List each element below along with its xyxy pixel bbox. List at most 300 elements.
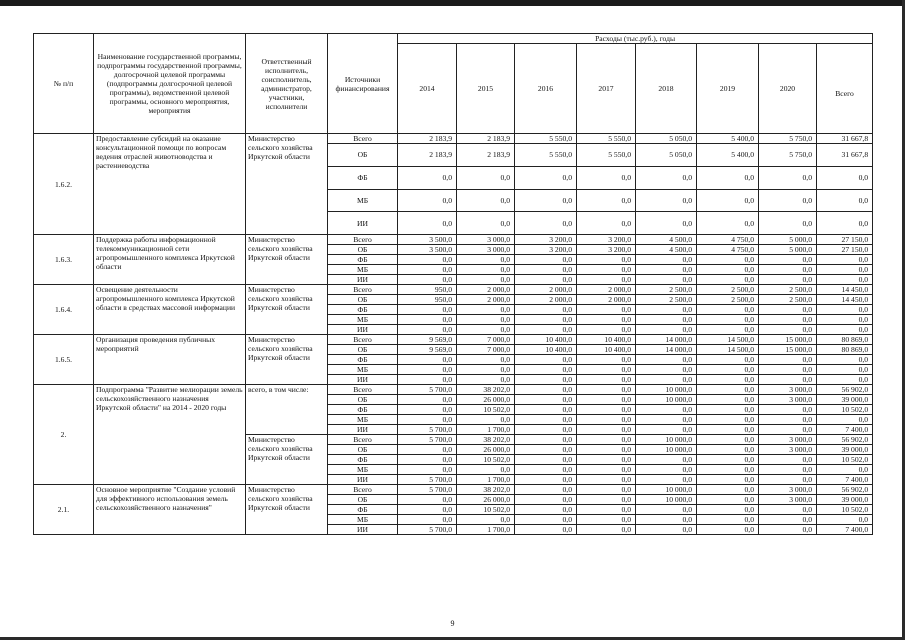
value-cell: 5 550,0 bbox=[515, 134, 577, 144]
value-cell: 0,0 bbox=[577, 375, 636, 385]
value-cell: 0,0 bbox=[577, 405, 636, 415]
value-cell: 3 000,0 bbox=[457, 245, 515, 255]
value-cell: 0,0 bbox=[457, 305, 515, 315]
row-code: 2.1. bbox=[34, 485, 94, 535]
value-cell: 26 000,0 bbox=[457, 445, 515, 455]
row-code: 1.6.3. bbox=[34, 235, 94, 285]
row-code: 1.6.2. bbox=[34, 134, 94, 235]
value-cell: 0,0 bbox=[515, 415, 577, 425]
value-cell: 14 000,0 bbox=[636, 335, 697, 345]
value-cell: 0,0 bbox=[398, 455, 457, 465]
value-cell: 3 000,0 bbox=[759, 445, 817, 455]
value-cell: 0,0 bbox=[398, 166, 457, 189]
row-name: Предоставление субсидий на оказание консультационной помощи по вопросам ведения отраслей животноводства и растениеводства bbox=[94, 134, 246, 235]
value-cell: 3 500,0 bbox=[398, 235, 457, 245]
value-cell: 10 400,0 bbox=[577, 335, 636, 345]
value-cell: 0,0 bbox=[636, 355, 697, 365]
source-cell: Всего bbox=[328, 485, 398, 495]
value-cell: 0,0 bbox=[515, 395, 577, 405]
value-cell: 0,0 bbox=[577, 475, 636, 485]
value-cell: 0,0 bbox=[577, 315, 636, 325]
value-cell: 0,0 bbox=[515, 485, 577, 495]
header-year: 2016 bbox=[515, 44, 577, 134]
value-cell: 0,0 bbox=[577, 395, 636, 405]
value-cell: 0,0 bbox=[759, 375, 817, 385]
value-cell: 0,0 bbox=[577, 495, 636, 505]
value-cell: 0,0 bbox=[759, 212, 817, 235]
value-cell: 0,0 bbox=[577, 275, 636, 285]
value-cell: 3 000,0 bbox=[759, 395, 817, 405]
value-cell: 5 750,0 bbox=[759, 134, 817, 144]
value-cell: 3 000,0 bbox=[759, 495, 817, 505]
row-executor: Министерство сельского хозяйства Иркутской области bbox=[246, 335, 328, 385]
source-cell: Всего bbox=[328, 435, 398, 445]
value-cell: 0,0 bbox=[515, 505, 577, 515]
value-cell: 0,0 bbox=[577, 385, 636, 395]
value-cell: 0,0 bbox=[457, 365, 515, 375]
total-cell: 56 902,0 bbox=[817, 485, 873, 495]
value-cell: 0,0 bbox=[515, 355, 577, 365]
value-cell: 2 000,0 bbox=[515, 285, 577, 295]
table-header bbox=[34, 34, 873, 134]
value-cell: 0,0 bbox=[515, 275, 577, 285]
value-cell: 0,0 bbox=[636, 425, 697, 435]
value-cell: 5 050,0 bbox=[636, 144, 697, 167]
value-cell: 0,0 bbox=[697, 515, 759, 525]
total-cell: 0,0 bbox=[817, 315, 873, 325]
value-cell: 4 500,0 bbox=[636, 235, 697, 245]
header-executor: Ответственный исполнитель, соисполнитель, администратор, участники, исполнители bbox=[246, 34, 328, 134]
row-executor: всего, в том числе: bbox=[246, 385, 328, 435]
row-name: Поддержка работы информационной телекоммуникационной сети агропромышленного комплекса Иркутской области bbox=[94, 235, 246, 285]
value-cell: 5 700,0 bbox=[398, 525, 457, 535]
value-cell: 1 700,0 bbox=[457, 525, 515, 535]
value-cell: 2 500,0 bbox=[759, 295, 817, 305]
source-cell: Всего bbox=[328, 335, 398, 345]
source-cell: МБ bbox=[328, 365, 398, 375]
source-cell: МБ bbox=[328, 189, 398, 212]
header-year: 2014 bbox=[398, 44, 457, 134]
value-cell: 0,0 bbox=[697, 166, 759, 189]
value-cell: 0,0 bbox=[515, 445, 577, 455]
value-cell: 0,0 bbox=[759, 315, 817, 325]
value-cell: 0,0 bbox=[457, 315, 515, 325]
total-cell: 80 869,0 bbox=[817, 345, 873, 355]
value-cell: 2 000,0 bbox=[515, 295, 577, 305]
value-cell: 0,0 bbox=[759, 275, 817, 285]
total-cell: 7 400,0 bbox=[817, 475, 873, 485]
value-cell: 3 000,0 bbox=[759, 435, 817, 445]
value-cell: 9 569,0 bbox=[398, 335, 457, 345]
value-cell: 0,0 bbox=[636, 212, 697, 235]
value-cell: 2 000,0 bbox=[457, 285, 515, 295]
value-cell: 10 000,0 bbox=[636, 385, 697, 395]
value-cell: 0,0 bbox=[398, 405, 457, 415]
value-cell: 7 000,0 bbox=[457, 345, 515, 355]
value-cell: 0,0 bbox=[697, 405, 759, 415]
value-cell: 0,0 bbox=[577, 445, 636, 455]
value-cell: 2 000,0 bbox=[577, 295, 636, 305]
row-name: Основное мероприятие "Создание условий для эффективного использования земель сельскохозяйственного назначения" bbox=[94, 485, 246, 535]
value-cell: 0,0 bbox=[398, 189, 457, 212]
value-cell: 0,0 bbox=[697, 365, 759, 375]
source-cell: МБ bbox=[328, 315, 398, 325]
source-cell: ИИ bbox=[328, 475, 398, 485]
value-cell: 0,0 bbox=[636, 305, 697, 315]
value-cell: 0,0 bbox=[636, 325, 697, 335]
value-cell: 0,0 bbox=[398, 275, 457, 285]
value-cell: 2 500,0 bbox=[636, 285, 697, 295]
value-cell: 0,0 bbox=[457, 375, 515, 385]
total-cell: 0,0 bbox=[817, 166, 873, 189]
value-cell: 0,0 bbox=[697, 212, 759, 235]
total-cell: 10 502,0 bbox=[817, 405, 873, 415]
value-cell: 0,0 bbox=[697, 255, 759, 265]
value-cell: 0,0 bbox=[636, 375, 697, 385]
value-cell: 5 700,0 bbox=[398, 385, 457, 395]
value-cell: 0,0 bbox=[457, 166, 515, 189]
value-cell: 0,0 bbox=[636, 275, 697, 285]
total-cell: 0,0 bbox=[817, 275, 873, 285]
source-cell: Всего bbox=[328, 134, 398, 144]
value-cell: 0,0 bbox=[577, 505, 636, 515]
total-cell: 10 502,0 bbox=[817, 505, 873, 515]
value-cell: 2 500,0 bbox=[697, 285, 759, 295]
value-cell: 3 200,0 bbox=[577, 245, 636, 255]
value-cell: 5 400,0 bbox=[697, 144, 759, 167]
value-cell: 4 750,0 bbox=[697, 245, 759, 255]
total-cell: 7 400,0 bbox=[817, 525, 873, 535]
source-cell: Всего bbox=[328, 235, 398, 245]
value-cell: 0,0 bbox=[636, 365, 697, 375]
source-cell: Всего bbox=[328, 385, 398, 395]
source-cell: ИИ bbox=[328, 375, 398, 385]
value-cell: 0,0 bbox=[759, 525, 817, 535]
value-cell: 0,0 bbox=[636, 405, 697, 415]
source-cell: ОБ bbox=[328, 345, 398, 355]
total-cell: 80 869,0 bbox=[817, 335, 873, 345]
value-cell: 0,0 bbox=[398, 212, 457, 235]
value-cell: 0,0 bbox=[759, 505, 817, 515]
value-cell: 0,0 bbox=[515, 315, 577, 325]
source-cell: ФБ bbox=[328, 455, 398, 465]
value-cell: 0,0 bbox=[697, 525, 759, 535]
value-cell: 14 500,0 bbox=[697, 335, 759, 345]
total-cell: 27 150,0 bbox=[817, 235, 873, 245]
value-cell: 0,0 bbox=[515, 189, 577, 212]
value-cell: 10 400,0 bbox=[515, 335, 577, 345]
row-code: 2. bbox=[34, 385, 94, 485]
value-cell: 0,0 bbox=[457, 515, 515, 525]
value-cell: 4 750,0 bbox=[697, 235, 759, 245]
total-cell: 14 450,0 bbox=[817, 295, 873, 305]
table-row bbox=[34, 335, 873, 345]
total-cell: 39 000,0 bbox=[817, 495, 873, 505]
source-cell: ОБ bbox=[328, 295, 398, 305]
value-cell: 2 183,9 bbox=[457, 144, 515, 167]
value-cell: 2 500,0 bbox=[636, 295, 697, 305]
source-cell: ИИ bbox=[328, 325, 398, 335]
value-cell: 10 502,0 bbox=[457, 455, 515, 465]
value-cell: 0,0 bbox=[697, 495, 759, 505]
value-cell: 1 700,0 bbox=[457, 475, 515, 485]
value-cell: 5 400,0 bbox=[697, 134, 759, 144]
value-cell: 5 700,0 bbox=[398, 435, 457, 445]
total-cell: 0,0 bbox=[817, 415, 873, 425]
value-cell: 10 502,0 bbox=[457, 405, 515, 415]
row-code: 1.6.5. bbox=[34, 335, 94, 385]
value-cell: 5 050,0 bbox=[636, 134, 697, 144]
value-cell: 0,0 bbox=[457, 189, 515, 212]
total-cell: 0,0 bbox=[817, 365, 873, 375]
value-cell: 0,0 bbox=[636, 315, 697, 325]
value-cell: 3 000,0 bbox=[759, 385, 817, 395]
value-cell: 5 000,0 bbox=[759, 235, 817, 245]
value-cell: 0,0 bbox=[398, 255, 457, 265]
value-cell: 0,0 bbox=[577, 435, 636, 445]
value-cell: 10 000,0 bbox=[636, 435, 697, 445]
value-cell: 0,0 bbox=[636, 189, 697, 212]
source-cell: МБ bbox=[328, 515, 398, 525]
value-cell: 0,0 bbox=[759, 405, 817, 415]
value-cell: 0,0 bbox=[577, 365, 636, 375]
value-cell: 0,0 bbox=[577, 325, 636, 335]
value-cell: 0,0 bbox=[636, 415, 697, 425]
value-cell: 0,0 bbox=[577, 355, 636, 365]
value-cell: 0,0 bbox=[577, 166, 636, 189]
value-cell: 2 183,9 bbox=[457, 134, 515, 144]
source-cell: ФБ bbox=[328, 255, 398, 265]
value-cell: 2 183,9 bbox=[398, 134, 457, 144]
value-cell: 0,0 bbox=[515, 465, 577, 475]
value-cell: 3 000,0 bbox=[457, 235, 515, 245]
row-name: Подпрограмма "Развитие мелиорации земель сельскохозяйственного назначения Иркутской области" на 2014 - 2020 годы bbox=[94, 385, 246, 485]
value-cell: 5 700,0 bbox=[398, 475, 457, 485]
total-cell: 7 400,0 bbox=[817, 425, 873, 435]
source-cell: ИИ bbox=[328, 212, 398, 235]
value-cell: 0,0 bbox=[457, 415, 515, 425]
value-cell: 0,0 bbox=[697, 445, 759, 455]
table-row bbox=[34, 385, 873, 395]
budget-table bbox=[33, 33, 873, 535]
value-cell: 0,0 bbox=[515, 435, 577, 445]
source-cell: ОБ bbox=[328, 144, 398, 167]
header-year: 2018 bbox=[636, 44, 697, 134]
value-cell: 0,0 bbox=[759, 425, 817, 435]
value-cell: 1 700,0 bbox=[457, 425, 515, 435]
value-cell: 5 550,0 bbox=[515, 144, 577, 167]
value-cell: 950,0 bbox=[398, 285, 457, 295]
total-cell: 0,0 bbox=[817, 465, 873, 475]
value-cell: 0,0 bbox=[759, 166, 817, 189]
value-cell: 0,0 bbox=[577, 465, 636, 475]
value-cell: 5 550,0 bbox=[577, 134, 636, 144]
total-cell: 0,0 bbox=[817, 375, 873, 385]
value-cell: 0,0 bbox=[759, 355, 817, 365]
value-cell: 0,0 bbox=[515, 212, 577, 235]
value-cell: 38 202,0 bbox=[457, 485, 515, 495]
value-cell: 38 202,0 bbox=[457, 435, 515, 445]
value-cell: 0,0 bbox=[577, 455, 636, 465]
value-cell: 0,0 bbox=[577, 415, 636, 425]
total-cell: 10 502,0 bbox=[817, 455, 873, 465]
value-cell: 0,0 bbox=[515, 515, 577, 525]
value-cell: 0,0 bbox=[515, 405, 577, 415]
value-cell: 26 000,0 bbox=[457, 495, 515, 505]
value-cell: 0,0 bbox=[759, 365, 817, 375]
value-cell: 0,0 bbox=[636, 475, 697, 485]
value-cell: 0,0 bbox=[398, 495, 457, 505]
value-cell: 0,0 bbox=[636, 515, 697, 525]
source-cell: ОБ bbox=[328, 395, 398, 405]
row-executor: Министерство сельского хозяйства Иркутской области bbox=[246, 485, 328, 535]
value-cell: 0,0 bbox=[577, 305, 636, 315]
value-cell: 0,0 bbox=[515, 525, 577, 535]
total-cell: 0,0 bbox=[817, 212, 873, 235]
value-cell: 0,0 bbox=[515, 265, 577, 275]
value-cell: 0,0 bbox=[398, 415, 457, 425]
value-cell: 3 000,0 bbox=[759, 485, 817, 495]
value-cell: 0,0 bbox=[636, 505, 697, 515]
value-cell: 0,0 bbox=[697, 189, 759, 212]
value-cell: 0,0 bbox=[457, 465, 515, 475]
value-cell: 14 000,0 bbox=[636, 345, 697, 355]
value-cell: 4 500,0 bbox=[636, 245, 697, 255]
header-expenses: Расходы (тыс.руб.), годы bbox=[398, 34, 873, 44]
value-cell: 5 000,0 bbox=[759, 245, 817, 255]
value-cell: 0,0 bbox=[398, 355, 457, 365]
total-cell: 0,0 bbox=[817, 189, 873, 212]
total-cell: 31 667,8 bbox=[817, 134, 873, 144]
value-cell: 38 202,0 bbox=[457, 385, 515, 395]
value-cell: 0,0 bbox=[759, 189, 817, 212]
value-cell: 10 502,0 bbox=[457, 505, 515, 515]
value-cell: 0,0 bbox=[515, 166, 577, 189]
value-cell: 0,0 bbox=[697, 325, 759, 335]
row-executor: Министерство сельского хозяйства Иркутской области bbox=[246, 134, 328, 235]
value-cell: 0,0 bbox=[697, 425, 759, 435]
total-cell: 0,0 bbox=[817, 305, 873, 315]
total-cell: 0,0 bbox=[817, 255, 873, 265]
value-cell: 5 700,0 bbox=[398, 425, 457, 435]
value-cell: 0,0 bbox=[636, 525, 697, 535]
source-cell: ФБ bbox=[328, 405, 398, 415]
total-cell: 31 667,8 bbox=[817, 144, 873, 167]
value-cell: 5 550,0 bbox=[577, 144, 636, 167]
value-cell: 0,0 bbox=[759, 475, 817, 485]
value-cell: 0,0 bbox=[457, 355, 515, 365]
value-cell: 10 400,0 bbox=[515, 345, 577, 355]
value-cell: 9 569,0 bbox=[398, 345, 457, 355]
value-cell: 0,0 bbox=[577, 255, 636, 265]
value-cell: 0,0 bbox=[515, 455, 577, 465]
source-cell: ОБ bbox=[328, 245, 398, 255]
value-cell: 0,0 bbox=[398, 305, 457, 315]
value-cell: 0,0 bbox=[577, 485, 636, 495]
value-cell: 15 000,0 bbox=[759, 345, 817, 355]
value-cell: 0,0 bbox=[636, 465, 697, 475]
value-cell: 10 000,0 bbox=[636, 495, 697, 505]
value-cell: 10 000,0 bbox=[636, 445, 697, 455]
value-cell: 0,0 bbox=[697, 415, 759, 425]
value-cell: 14 500,0 bbox=[697, 345, 759, 355]
total-cell: 56 902,0 bbox=[817, 435, 873, 445]
value-cell: 0,0 bbox=[398, 265, 457, 275]
value-cell: 2 500,0 bbox=[759, 285, 817, 295]
row-executor: Министерство сельского хозяйства Иркутской области bbox=[246, 435, 328, 485]
value-cell: 0,0 bbox=[398, 325, 457, 335]
value-cell: 0,0 bbox=[577, 189, 636, 212]
value-cell: 0,0 bbox=[398, 505, 457, 515]
value-cell: 0,0 bbox=[759, 455, 817, 465]
total-cell: 0,0 bbox=[817, 265, 873, 275]
value-cell: 2 500,0 bbox=[697, 295, 759, 305]
header-year: 2015 bbox=[457, 44, 515, 134]
value-cell: 0,0 bbox=[398, 315, 457, 325]
value-cell: 0,0 bbox=[515, 305, 577, 315]
value-cell: 0,0 bbox=[697, 395, 759, 405]
total-cell: 0,0 bbox=[817, 355, 873, 365]
value-cell: 0,0 bbox=[759, 325, 817, 335]
source-cell: ФБ bbox=[328, 166, 398, 189]
value-cell: 2 000,0 bbox=[577, 285, 636, 295]
value-cell: 0,0 bbox=[515, 325, 577, 335]
value-cell: 0,0 bbox=[697, 305, 759, 315]
source-cell: ФБ bbox=[328, 505, 398, 515]
value-cell: 0,0 bbox=[398, 445, 457, 455]
value-cell: 3 500,0 bbox=[398, 245, 457, 255]
value-cell: 0,0 bbox=[515, 255, 577, 265]
value-cell: 7 000,0 bbox=[457, 335, 515, 345]
value-cell: 2 183,9 bbox=[398, 144, 457, 167]
value-cell: 0,0 bbox=[515, 495, 577, 505]
row-executor: Министерство сельского хозяйства Иркутской области bbox=[246, 235, 328, 285]
page-number: 9 bbox=[450, 619, 455, 628]
value-cell: 0,0 bbox=[515, 365, 577, 375]
value-cell: 0,0 bbox=[697, 355, 759, 365]
value-cell: 0,0 bbox=[457, 212, 515, 235]
table-row bbox=[34, 235, 873, 245]
total-cell: 39 000,0 bbox=[817, 445, 873, 455]
value-cell: 0,0 bbox=[457, 255, 515, 265]
value-cell: 0,0 bbox=[577, 525, 636, 535]
scan-top-edge bbox=[0, 0, 905, 6]
value-cell: 0,0 bbox=[457, 265, 515, 275]
value-cell: 3 200,0 bbox=[515, 245, 577, 255]
value-cell: 0,0 bbox=[759, 265, 817, 275]
source-cell: ОБ bbox=[328, 495, 398, 505]
header-year: 2017 bbox=[577, 44, 636, 134]
source-cell: ОБ bbox=[328, 445, 398, 455]
header-sources: Источники финансирования bbox=[328, 34, 398, 134]
value-cell: 0,0 bbox=[398, 395, 457, 405]
value-cell: 0,0 bbox=[577, 515, 636, 525]
value-cell: 0,0 bbox=[697, 265, 759, 275]
source-cell: ФБ bbox=[328, 355, 398, 365]
value-cell: 0,0 bbox=[759, 515, 817, 525]
value-cell: 26 000,0 bbox=[457, 395, 515, 405]
value-cell: 15 000,0 bbox=[759, 335, 817, 345]
total-cell: 0,0 bbox=[817, 325, 873, 335]
value-cell: 0,0 bbox=[515, 375, 577, 385]
value-cell: 5 700,0 bbox=[398, 485, 457, 495]
value-cell: 3 200,0 bbox=[515, 235, 577, 245]
value-cell: 10 000,0 bbox=[636, 395, 697, 405]
table-row bbox=[34, 285, 873, 295]
value-cell: 0,0 bbox=[398, 375, 457, 385]
value-cell: 0,0 bbox=[577, 212, 636, 235]
source-cell: ФБ bbox=[328, 305, 398, 315]
